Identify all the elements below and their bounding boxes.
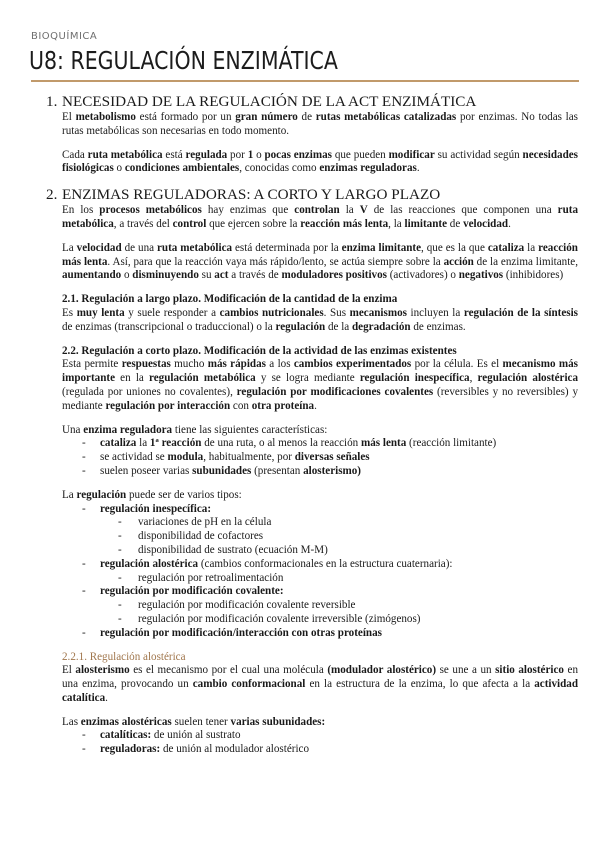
subunits-list <box>62 729 578 757</box>
subsection-2-1-heading: 2.1. Regulación a largo plazo. Modificación de la cantidad de la enzima <box>62 293 398 306</box>
list-item: - catalíticas: de unión al sustrato <box>62 729 578 743</box>
paragraph: La velocidad de una ruta metabólica está determinada por la enzima limitante, que es la que cataliza la reacción más lenta. Así, para que la reacción vaya más rápido/lento, se actúa siempre sobre la acción de la enzima limitante, aumentando o disminuyendo su act a través de moduladores positivos (activadores) o negativos (inhibidores) <box>62 241 579 282</box>
list-item: - cataliza la 1ª reacción de una ruta, o al menos la reacción más lenta (reacción limitante) <box>62 437 578 451</box>
paragraph: Esta permite respuestas mucho más rápidas a los cambios experimentados por la célula. Es el mecanismo más importante en la regulación metabólica y se logra mediante regulación inespecífica, regulación alostérica (regulada por uniones no covalentes), regulación por modificaciones covalentes (reversibles y no reversibles) y mediante regulación por interacción con otra proteína. <box>62 358 578 412</box>
page-title: U8: REGULACIÓN ENZIMÁTICA <box>29 46 338 75</box>
list-item: - regulación por modificación covalente reversible <box>62 599 578 613</box>
section-2-heading: 2. ENZIMAS REGULADORAS: A CORTO Y LARGO PLAZO <box>46 186 441 204</box>
list-item: - regulación inespecífica: <box>62 503 578 517</box>
list-item: - regulación por modificación/interacción con otras proteínas <box>62 627 578 641</box>
paragraph: El metabolismo está formado por un gran número de rutas metabólicas catalizadas por enzimas. No todas las rutas metabólicas son necesarias en todo momento. <box>62 111 578 137</box>
characteristics-list <box>62 437 578 478</box>
paragraph: La regulación puede ser de varios tipos: <box>62 488 242 501</box>
subject-label: BIOQUÍMICA <box>31 31 98 42</box>
list-item: - reguladoras: de unión al modulador alostérico <box>62 743 578 757</box>
list-item: - suelen poseer varias subunidades (presentan alosterismo) <box>62 465 578 479</box>
paragraph: El alosterismo es el mecanismo por el cual una molécula (modulador alostérico) se une a un sitio alostérico en una enzima, provocando un cambio conformacional en la estructura de la enzima, lo que afecta a la actividad catalítica. <box>62 664 578 704</box>
list-item: - se actividad se modula, habitualmente, por diversas señales <box>62 451 578 465</box>
paragraph: Una enzima reguladora tiene las siguientes características: <box>62 423 328 436</box>
paragraph: Es muy lenta y suele responder a cambios nutricionales. Sus mecanismos incluyen la regulación de la síntesis de enzimas (transcripcional o traduccional) o la regulación de la degradación de enzimas. <box>62 306 579 333</box>
list-item: - variaciones de pH en la célula <box>62 516 578 530</box>
paragraph: En los procesos metabólicos hay enzimas que controlan la V de las reacciones que componen una ruta metabólica, a través del control que ejercen sobre la reacción más lenta, la limitante de velocidad. <box>62 204 578 230</box>
subsection-2-2-1-heading: 2.2.1. Regulación alostérica <box>62 650 186 663</box>
title-divider <box>31 80 579 82</box>
list-item: - regulación alostérica (cambios conformacionales en la estructura cuaternaria): <box>62 558 578 572</box>
document-body <box>46 93 579 757</box>
list-item: - disponibilidad de cofactores <box>62 530 578 544</box>
section-1-heading: 1. NECESIDAD DE LA REGULACIÓN DE LA ACT ENZIMÁTICA <box>46 93 477 110</box>
list-item: - regulación por retroalimentación <box>62 572 578 586</box>
paragraph: Cada ruta metabólica está regulada por 1 o pocas enzimas que pueden modificar su actividad según necesidades fisiológicas o condiciones ambientales, conocidas como enzimas reguladoras. <box>62 148 578 175</box>
paragraph: Las enzimas alostéricas suelen tener varias subunidades: <box>62 715 326 728</box>
list-item: - regulación por modificación covalente: <box>62 585 578 599</box>
subsection-2-2-heading: 2.2. Regulación a corto plazo. Modificación de la actividad de las enzimas existentes <box>62 344 457 357</box>
list-item: - regulación por modificación covalente irreversible (zimógenos) <box>62 613 578 627</box>
list-item: - disponibilidad de sustrato (ecuación M-M) <box>62 544 578 558</box>
regulation-types-list <box>62 503 578 641</box>
